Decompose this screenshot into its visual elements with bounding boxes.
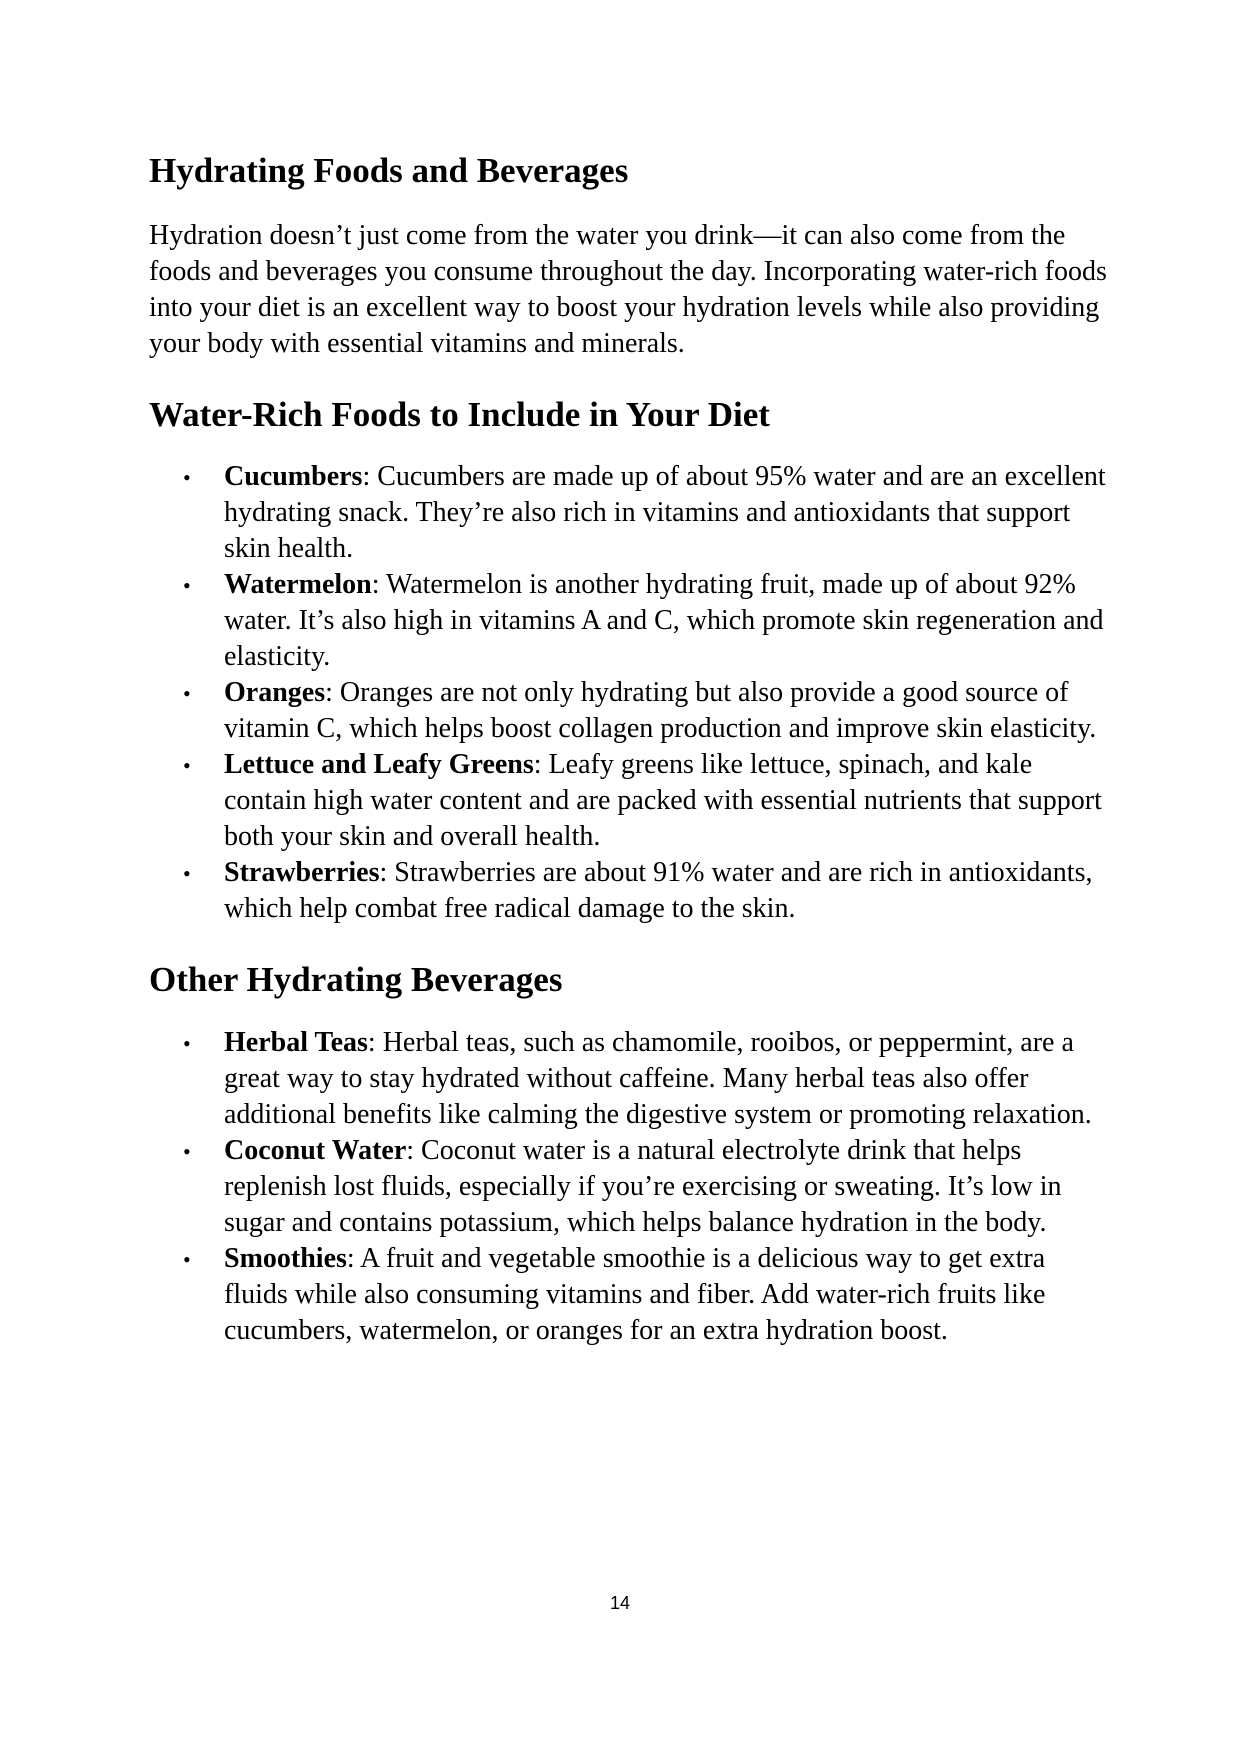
item-text: : Coconut water is a natural electrolyte drink that helps replenish lost fluids, especially if you’re exercising or sweating. It’s low in sugar and contains potassium, which helps balance hydration in the body. [224,1134,1062,1238]
list-item [149,567,1109,675]
item-term: Coconut Water [224,1134,407,1166]
bullet-icon: • [183,465,191,490]
item-term: Strawberries [224,857,380,888]
item-text: : Oranges are not only hydrating but also provide a good source of vitamin C, which helps boost collagen production and improve skin elasticity. [224,677,1097,744]
bullet-icon: • [183,753,191,778]
bullet-icon: • [183,1246,191,1272]
item-text: : Watermelon is another hydrating fruit, made up of about 92% water. It’s also high in vitamins A and C, which promote skin regeneration and elasticity. [224,569,1104,672]
item-text: : Leafy greens like lettuce, spinach, and kale contain high water content and are packed with essential nutrients that support both your skin and overall health. [224,749,1102,852]
water-rich-foods-list [149,459,1109,927]
item-term: Watermelon [224,569,372,600]
bullet-icon: • [183,861,191,886]
list-item [149,1025,1109,1133]
intro-paragraph: Hydration doesn’t just come from the water you drink—it can also come from the foods and beverages you consume throughout the day. Incorporating water-rich foods into your diet is an excellent way to boost your hydration levels while also providing your body with essential vitamins and minerals. [149,219,1107,359]
item-text: : Cucumbers are made up of about 95% water and are an excellent hydrating snack. They’re also rich in vitamins and antioxidants that support skin health. [224,461,1106,564]
list-item [149,675,1109,747]
document-page [149,130,1109,1349]
bullet-icon: • [183,573,191,598]
bullet-icon: • [183,681,191,706]
item-text: : Herbal teas, such as chamomile, rooibos, or peppermint, are a great way to stay hydrated without caffeine. Many herbal teas also offer additional benefits like calming the digestive system or promoting relaxation. [224,1026,1092,1130]
section-heading-hydrating-foods: Hydrating Foods and Beverages [149,151,629,190]
page-number: 14 [609,1593,631,1613]
item-text: : A fruit and vegetable smoothie is a delicious way to get extra fluids while also consuming vitamins and fiber. Add water-rich fruits like cucumbers, watermelon, or oranges for an extra hydration boost. [224,1242,1046,1346]
item-term: Lettuce and Leafy Greens [224,749,534,780]
list-item [149,855,1109,927]
list-item [149,459,1109,567]
item-term: Oranges [224,677,326,708]
item-term: Cucumbers [224,461,363,492]
hydrating-beverages-list [149,1025,1109,1349]
list-item [149,1241,1109,1349]
item-term: Smoothies [224,1242,347,1274]
item-term: Herbal Teas [224,1026,368,1058]
section-heading-water-rich-foods: Water-Rich Foods to Include in Your Diet [149,394,770,434]
list-item [149,1133,1109,1241]
bullet-icon: • [183,1030,191,1056]
item-text: : Strawberries are about 91% water and are rich in antioxidants, which help combat free radical damage to the skin. [224,857,1093,924]
bullet-icon: • [183,1138,191,1164]
section-heading-hydrating-beverages: Other Hydrating Beverages [149,960,563,999]
list-item [149,747,1109,855]
